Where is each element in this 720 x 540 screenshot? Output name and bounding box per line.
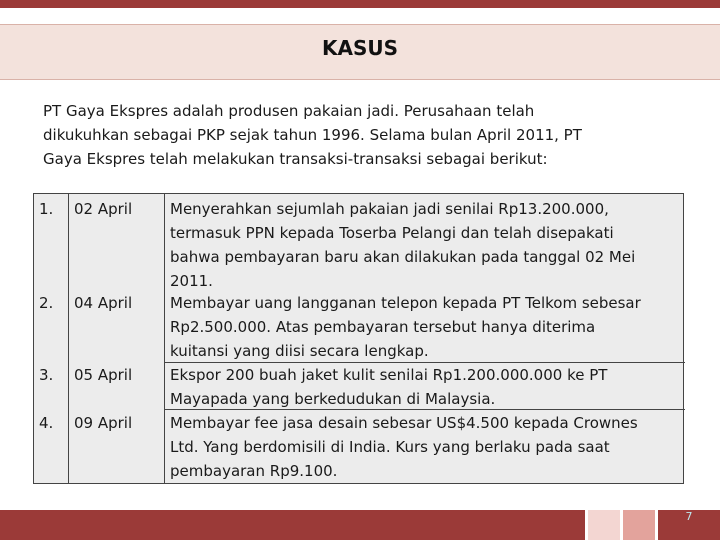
table-column-divider	[68, 194, 69, 483]
page-number: 7	[685, 510, 693, 523]
transactions-table	[33, 193, 684, 484]
description-line: Membayar uang langganan telepon kepada PT Telkom sebesar	[170, 294, 641, 312]
description-line: termasuk PPN kepada Toserba Pelangi dan telah disepakati	[170, 224, 614, 242]
row-number: 3.	[39, 366, 54, 384]
description-line: Membayar fee jasa desain sebesar US$4.500 kepada Crownes	[170, 414, 638, 432]
description-line: Ltd. Yang berdomisili di India. Kurs yang berlaku pada saat	[170, 438, 610, 456]
row-description	[170, 197, 680, 293]
row-description	[170, 363, 680, 411]
top-accent-strip	[0, 0, 720, 8]
footer-block-mid	[623, 510, 655, 540]
row-date: 02 April	[74, 200, 133, 218]
intro-line: PT Gaya Ekspres adalah produsen pakaian jadi. Perusahaan telah	[43, 102, 535, 120]
footer-bar	[0, 510, 585, 540]
row-number: 4.	[39, 414, 54, 432]
footer-block-light	[588, 510, 620, 540]
description-line: bahwa pembayaran baru akan dilakukan pada tanggal 02 Mei	[170, 248, 636, 266]
row-date: 05 April	[74, 366, 133, 384]
intro-line: dikukuhkan sebagai PKP sejak tahun 1996. Selama bulan April 2011, PT	[43, 126, 582, 144]
description-line: pembayaran Rp9.100.	[170, 462, 338, 480]
intro-paragraph	[43, 99, 603, 171]
table-column-divider	[164, 194, 165, 483]
description-line: Ekspor 200 buah jaket kulit senilai Rp1.200.000.000 ke PT	[170, 366, 608, 384]
row-date: 04 April	[74, 294, 133, 312]
description-line: Menyerahkan sejumlah pakaian jadi senilai Rp13.200.000,	[170, 200, 609, 218]
row-number: 1.	[39, 200, 54, 218]
slide-title: KASUS	[321, 36, 399, 60]
row-description	[170, 291, 680, 363]
description-line: kuitansi yang diisi secara lengkap.	[170, 342, 429, 360]
row-number: 2.	[39, 294, 54, 312]
description-line: 2011.	[170, 272, 213, 290]
row-date: 09 April	[74, 414, 133, 432]
row-description	[170, 411, 680, 483]
intro-line: Gaya Ekspres telah melakukan transaksi-transaksi sebagai berikut:	[43, 150, 548, 168]
description-line: Mayapada yang berkedudukan di Malaysia.	[170, 390, 496, 408]
description-line: Rp2.500.000. Atas pembayaran tersebut hanya diterima	[170, 318, 596, 336]
